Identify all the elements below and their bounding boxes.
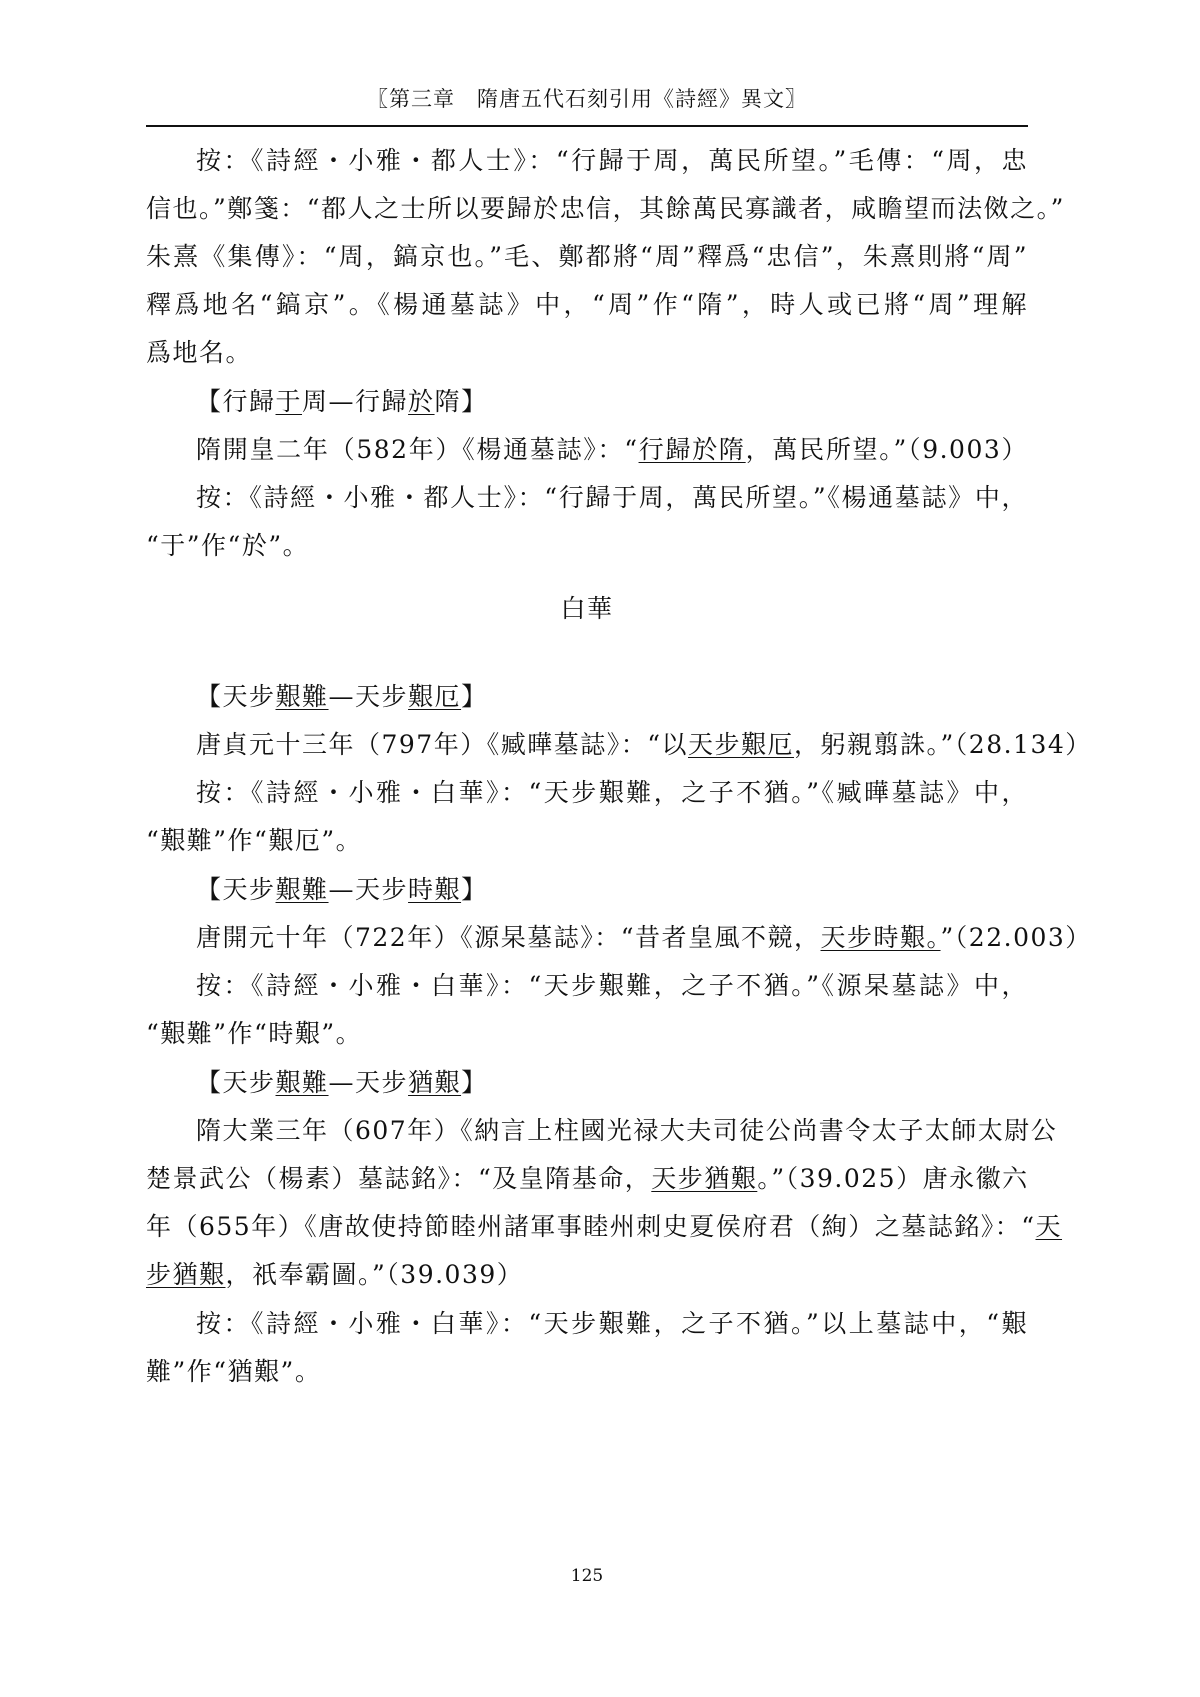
header-rule [146, 125, 1028, 127]
entry-title [196, 1064, 1028, 1102]
entry-title-underlined: 於 [408, 387, 435, 416]
entry-title-text: 】 [461, 1068, 488, 1097]
entry-title-underlined: 艱難 [275, 1068, 329, 1097]
paragraph-line: 按：《詩經・小雅・都人士》：“行歸于周，萬民所望。”毛傳：“周，忠 [196, 146, 1028, 175]
citation-text: 。”（39.025）唐永徽六 [757, 1164, 1029, 1193]
entry-title-text: —天步 [328, 682, 409, 711]
citation-line [146, 1208, 1063, 1246]
citation-underlined: 行歸於隋 [638, 435, 746, 464]
entry-title-underlined: 艱厄 [408, 682, 462, 711]
citation-underlined: 天 [1035, 1212, 1063, 1241]
entry-title [196, 383, 1028, 421]
citation-line [146, 1256, 1028, 1294]
entry-title-underlined: 猶艱 [408, 1068, 462, 1097]
paragraph-line: 釋爲地名“鎬京”。《楊通墓誌》中，“周”作“隋”，時人或已將“周”理解 [146, 290, 1028, 319]
citation-text: 唐開元十年（722年）《源杲墓誌》：“昔者皇風不競， [196, 923, 821, 952]
citation-underlined: 天步猶艱 [651, 1164, 758, 1193]
paragraph-line: 信也。”鄭箋：“都人之士所以要歸於忠信，其餘萬民寡識者，咸瞻望而法傚之。” [146, 194, 1065, 223]
entry-title-text: 】 [461, 682, 488, 711]
note-line: “于”作“於”。 [146, 531, 310, 560]
citation-line [196, 431, 1028, 469]
section-title: 白華 [560, 594, 614, 623]
entry-title-text: —天步 [328, 1068, 409, 1097]
entry-title-text: —天步 [328, 875, 409, 904]
citation-line: 隋大業三年（607年）《納言上柱國光禄大夫司徒公尚書令太子太師太尉公 [196, 1116, 1058, 1145]
note-line: 難”作“猶艱”。 [146, 1357, 322, 1386]
entry-title-text: 】 [461, 875, 488, 904]
citation-underlined: 天步時艱。 [820, 923, 941, 952]
note-line: 按：《詩經・小雅・白華》：“天步艱難，之子不猶。”以上墓誌中，“艱 [196, 1309, 1028, 1338]
entry-title-text: 【行歸 [196, 387, 276, 416]
citation-text: 年（655年）《唐故使持節睦州諸軍事睦州刺史夏侯府君（絢）之墓誌銘》：“ [146, 1212, 1036, 1241]
entry-title-text: 【天步 [196, 875, 276, 904]
note-line: “艱難”作“時艱”。 [146, 1019, 363, 1048]
entry-title [196, 871, 1028, 909]
page-number: 125 [570, 1566, 604, 1586]
entry-title-text: 【天步 [196, 682, 276, 711]
entry-title-text: 【天步 [196, 1068, 276, 1097]
citation-text: ，萬民所望。”（9.003） [745, 435, 1028, 464]
citation-text: 楚景武公（楊素）墓誌銘》：“及皇隋基命， [146, 1164, 652, 1193]
citation-underlined: 步猶艱 [146, 1260, 226, 1289]
citation-text: ，躬親翦誅。”（28.134） [794, 730, 1092, 759]
citation-text: ”（22.003） [940, 923, 1092, 952]
citation-text: ，祇奉霸圖。”（39.039） [225, 1260, 524, 1289]
entry-title-text: 隋】 [434, 387, 488, 416]
note-line: 按：《詩經・小雅・白華》：“天步艱難，之子不猶。”《源杲墓誌》中， [196, 971, 1028, 1000]
citation-underlined: 天步艱厄 [688, 730, 795, 759]
entry-title-underlined: 時艱 [408, 875, 462, 904]
citation-line [196, 726, 1092, 764]
entry-title-underlined: 艱難 [275, 875, 329, 904]
paragraph-line: 朱熹《集傳》：“周，鎬京也。”毛、鄭都將“周”釋爲“忠信”，朱熹則將“周” [146, 242, 1028, 271]
entry-title [196, 678, 1028, 716]
citation-text: 隋開皇二年（582年）《楊通墓誌》：“ [196, 435, 639, 464]
citation-text: 唐貞元十三年（797年）《臧曄墓誌》：“以 [196, 730, 688, 759]
citation-line [196, 919, 1092, 957]
note-line: 按：《詩經・小雅・白華》：“天步艱難，之子不猶。”《臧曄墓誌》中， [196, 778, 1028, 807]
note-line: 按：《詩經・小雅・都人士》：“行歸于周，萬民所望。”《楊通墓誌》中， [196, 483, 1028, 512]
entry-title-text: 周—行歸 [302, 387, 409, 416]
citation-line [146, 1160, 1028, 1198]
paragraph-line: 爲地名。 [146, 338, 253, 367]
entry-title-underlined: 于 [275, 387, 303, 416]
note-line: “艱難”作“艱厄”。 [146, 826, 363, 855]
entry-title-underlined: 艱難 [275, 682, 329, 711]
running-head: 〖第三章 隋唐五代石刻引用《詩經》異文〗 [367, 87, 807, 111]
